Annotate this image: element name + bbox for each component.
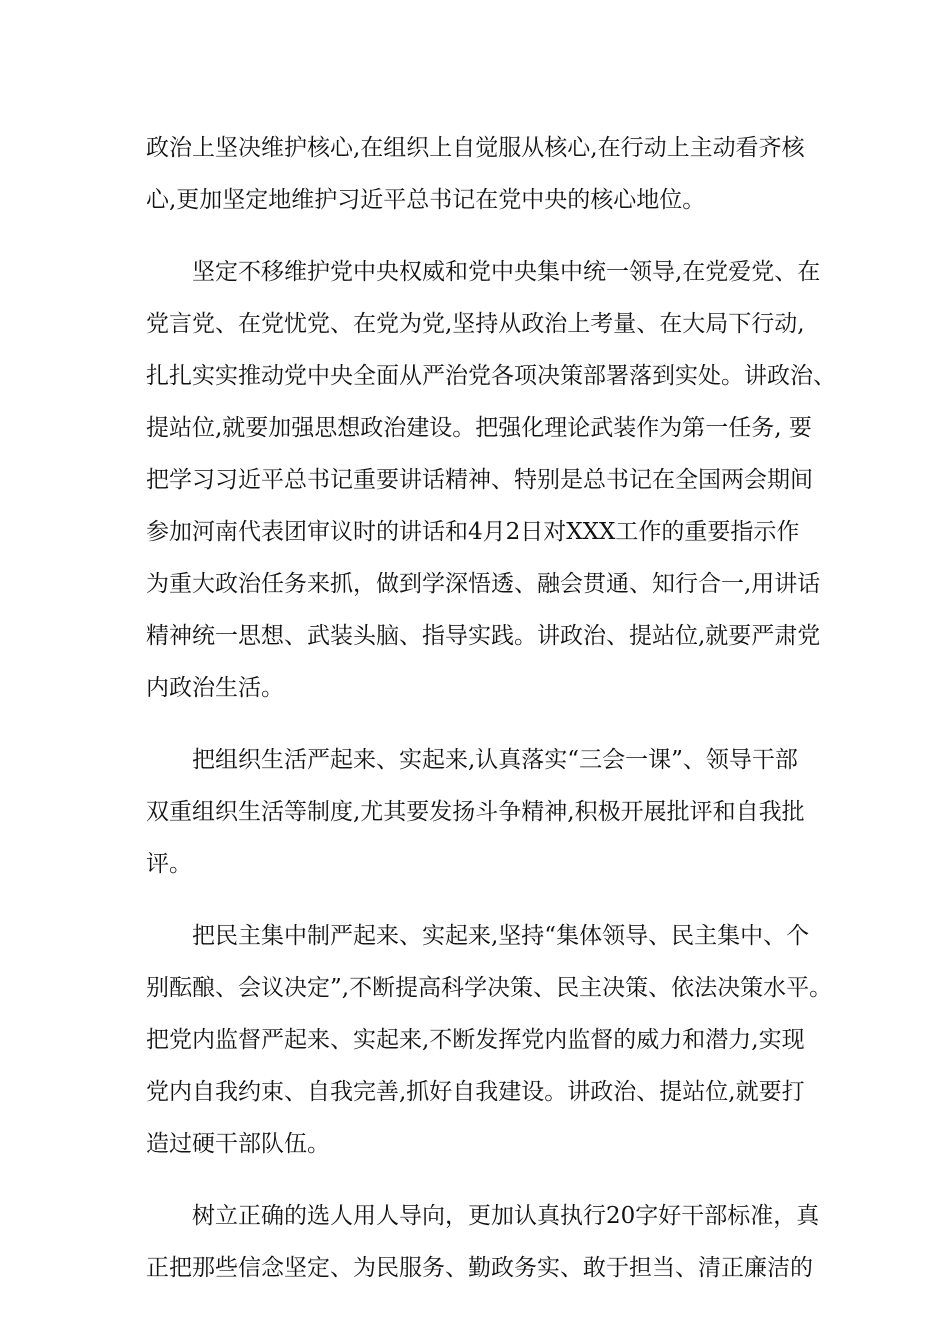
text-line: 正把那些信念坚定、为民服务、勤政务实、敢于担当、清正廉洁的 — [146, 1255, 813, 1281]
text-line: 扎扎实实推动党中央全面从严治党各项决策部署落到实处。讲政治、 — [146, 363, 836, 389]
text-line: 政治上坚决维护核心,在组织上自觉服从核心,在行动上主动看齐核 — [146, 135, 805, 161]
text-line: 把民主集中制严起来、实起来,坚持“集体领导、民主集中、个 — [192, 923, 810, 949]
text-line: 造过硬干部队伍。 — [146, 1131, 330, 1157]
paragraph-1 — [146, 122, 826, 226]
text-line: 内政治生活。 — [146, 675, 284, 701]
paragraph-4 — [146, 910, 833, 1170]
text-line: 心,更加坚定地维护习近平总书记在党中央的核心地位。 — [146, 187, 706, 213]
text-line: 把组织生活严起来、实起来,认真落实“三会一课”、领导干部 — [192, 747, 798, 773]
document-body — [146, 122, 836, 1314]
text-line: 坚定不移维护党中央权威和党中央集中统一领导,在党爱党、在 — [192, 259, 821, 285]
text-line: 评。 — [146, 851, 192, 877]
text-line: 党内自我约束、自我完善,抓好自我建设。讲政治、提站位,就要打 — [146, 1079, 805, 1105]
text-line: 精神统一思想、武装头脑、指导实践。讲政治、提站位,就要严肃党 — [146, 623, 821, 649]
text-line: 把学习习近平总书记重要讲话精神、特别是总书记在全国两会期间 — [146, 467, 813, 493]
text-line: 把党内监督严起来、实起来,不断发挥党内监督的威力和潜力,实现 — [146, 1027, 805, 1053]
text-line: 党言党、在党忧党、在党为党,坚持从政治上考量、在大局下行动, — [146, 311, 805, 337]
text-line: 为重大政治任务来抓，做到学深悟透、融会贯通、知行合一,用讲话 — [146, 571, 821, 597]
text-line: 提站位,就要加强思想政治建设。把强化理论武装作为第一任务, 要 — [146, 415, 812, 441]
text-line: 树立正确的选人用人导向，更加认真执行20字好干部标准，真 — [192, 1203, 820, 1229]
paragraph-3 — [146, 734, 826, 890]
text-line: 参加河南代表团审议时的讲话和4月2日对XXX工作的重要指示作 — [146, 519, 800, 545]
paragraph-2 — [146, 246, 836, 714]
paragraph-5 — [146, 1190, 826, 1294]
text-line: 双重组织生活等制度,尤其要发扬斗争精神,积极开展批评和自我批 — [146, 799, 805, 825]
text-line: 别酝酿、会议决定”,不断提高科学决策、民主决策、依法决策水平。 — [146, 975, 833, 1001]
